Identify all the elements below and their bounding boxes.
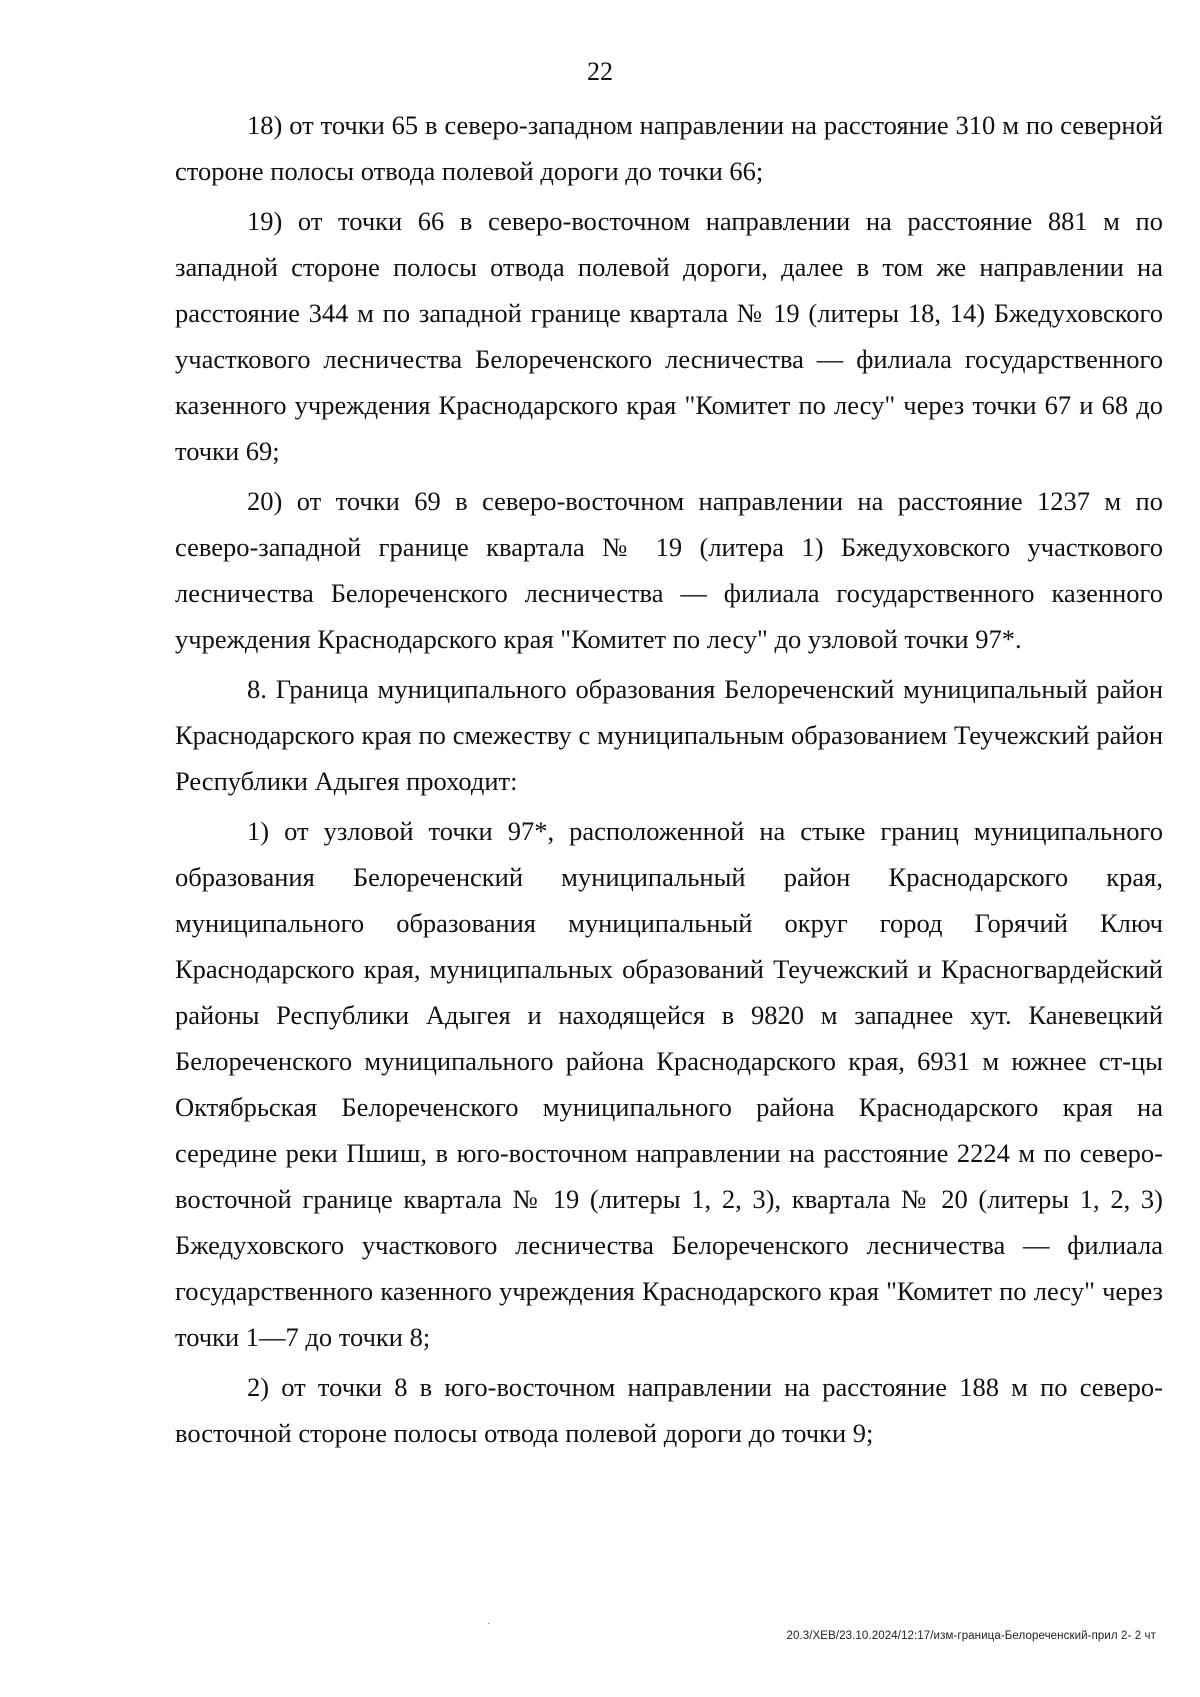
- paragraph-item-20: 20) от точки 69 в северо-восточном направлении на расстояние 1237 м по северо-западной границе квартала № 19 (литера 1) Бжедуховского участкового лесничества Белореченского лесничества — филиала государственного казенного учреждения Краснодарского края "Комитет по лесу" до узловой точки 97*.: [175, 486, 1163, 654]
- paragraph-section-8: 8. Граница муниципального образования Белореченский муниципальный район Краснодарского края по смежеству с муниципальным образованием Теучежский район Республики Адыгея проходит:: [175, 674, 1163, 796]
- paragraph-item-19: 19) от точки 66 в северо-восточном направлении на расстояние 881 м по западной стороне полосы отвода полевой дороги, далее в том же направлении на расстояние 344 м по западной границе квартала № 19 (литеры 18, 14) Бжедуховского участкового лесничества Белореченского лесничества — филиала государственного казенного учреждения Краснодарского края "Комитет по лесу" через точки 67 и 68 до точки 69;: [175, 206, 1163, 466]
- paragraph-item-1: 1) от узловой точки 97*, расположенной на стыке границ муниципального образования Белореченский муниципальный район Краснодарского края, муниципального образования муниципальный округ город Горячий Ключ Краснодарского края, муниципальных образований Теучежский и Красногвардейский районы Республики Адыгея и находящейся в 9820 м западнее хут. Каневецкий Белореченского муниципального района Краснодарского края, 6931 м южнее ст-цы Октябрьская Белореченского муниципального района Краснодарского края на середине реки Пшиш, в юго-восточном направлении на расстояние 2224 м по северо-восточной границе квартала № 19 (литеры 1, 2, 3), квартала № 20 (литеры 1, 2, 3) Бжедуховского участкового лесничества Белореченского лесничества — филиала государственного казенного учреждения Краснодарского края "Комитет по лесу" через точки 1—7 до точки 8;: [175, 816, 1163, 1352]
- page-number: 22: [587, 57, 613, 86]
- document-body: [175, 102, 1163, 1460]
- paragraph-item-2: 2) от точки 8 в юго-восточном направлении на расстояние 188 м по северо-восточной стороне полосы отвода полевой дороги до точки 9;: [175, 1372, 1163, 1448]
- footer-document-code: 20.3/ХЕВ/23.10.2024/12:17/изм-граница-Белореченский-прил 2- 2 чт: [786, 1630, 1156, 1642]
- footer-mark: ·: [487, 1618, 491, 1629]
- paragraph-item-18: 18) от точки 65 в северо-западном направлении на расстояние 310 м по северной стороне полосы отвода полевой дороги до точки 66;: [175, 110, 1163, 186]
